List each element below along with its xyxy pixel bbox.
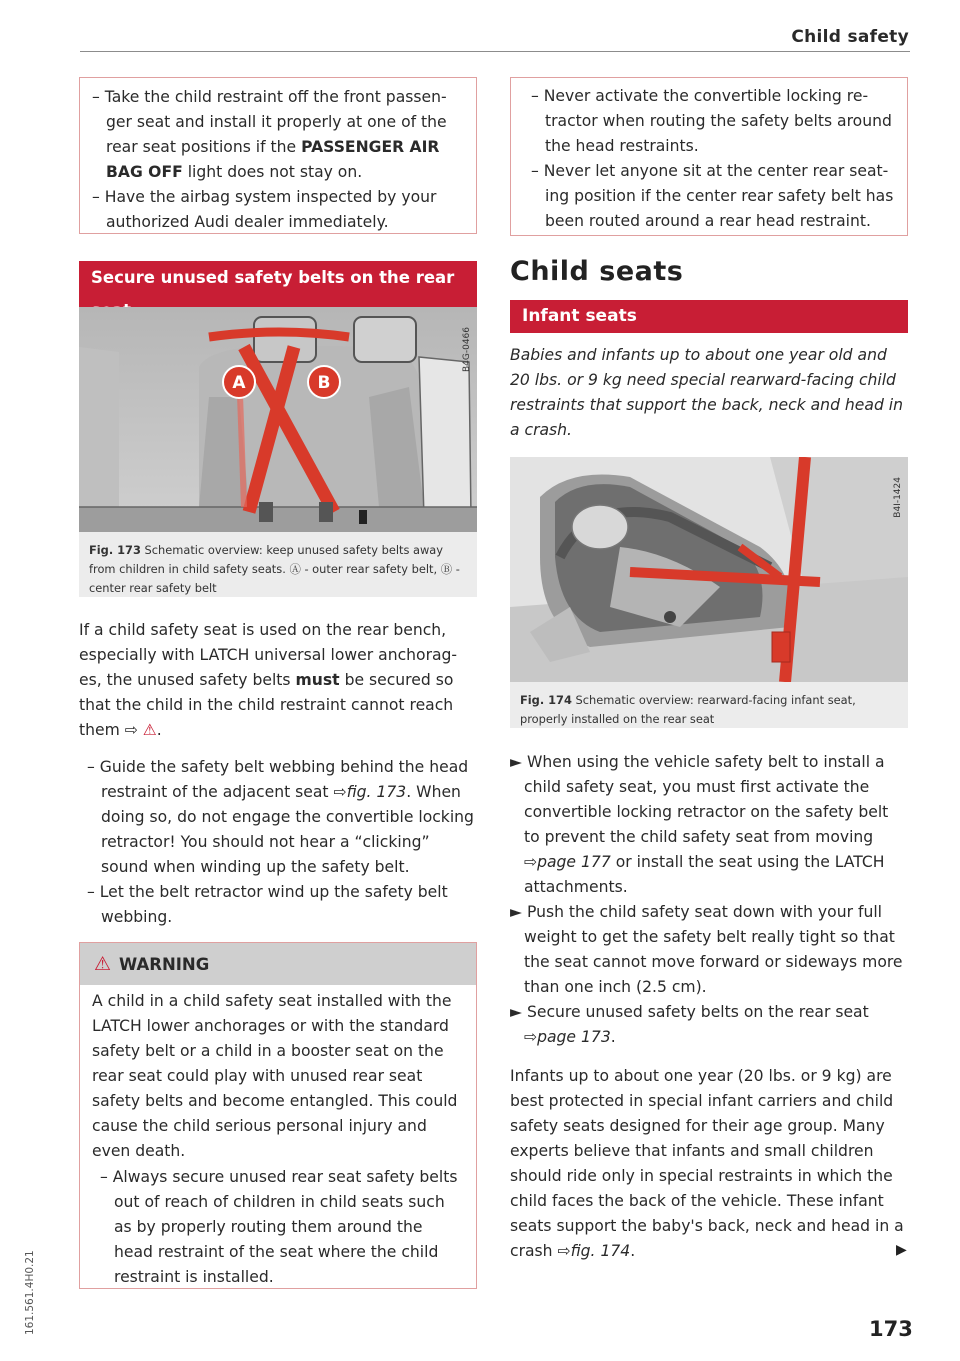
dash1-text: – Guide the safety belt webbing behind the head restraint of the adjacent seat ⇨: [87, 758, 469, 801]
figure-173-caption: [79, 532, 477, 597]
side-code-text: 161.561.4H0.21: [24, 1250, 36, 1335]
section-title-infant-seats: Infant seats: [510, 300, 908, 333]
right-body-paragraph: [510, 1064, 908, 1264]
fig173-code: B4G-0466: [462, 327, 472, 373]
figure-174: [510, 457, 908, 682]
left-box-line-5: – Have the airbag system inspected by your: [92, 188, 437, 206]
bullet-activate-retractor: [510, 750, 908, 900]
infants-para-end: .: [630, 1242, 636, 1260]
infant-intro-text: Babies and infants up to about one year old and 20 lbs. or 9 kg need special rearward-facing child restraints that support the back, neck and head in a crash.: [510, 346, 904, 439]
section-title-secure-belts: Secure unused safety belts on the rear: [79, 261, 477, 327]
fig174-code: B4I-1424: [893, 477, 903, 518]
left-dash-list: [79, 755, 477, 930]
left-box-line-6: authorized Audi dealer immediately.: [106, 213, 389, 231]
bullet-push-seat: ► Push the child safety seat down with your full weight to get the safety belt really tight so that the seat cannot move forward or sideways more than one inch (2.5 cm).: [510, 903, 903, 996]
link-page-173[interactable]: page 173: [537, 1028, 611, 1046]
bullet-secure-unused: [510, 1000, 908, 1050]
link-fig-174[interactable]: fig. 174: [570, 1242, 631, 1260]
infants-paragraph: [510, 1064, 908, 1264]
warning-header: [80, 943, 476, 985]
right-box-item-2: – Never let anyone sit at the center rear seat-ing position if the center rear safety belt has been routed around a rear head restraint.: [531, 162, 894, 230]
heading-child-seats: Child seats: [510, 256, 684, 287]
dash1-text-end: . When doing so, do not engage the convertible locking retractor! You should not hear a “clicking” sound when winding up the safety belt.: [101, 783, 474, 876]
infant-intro: [510, 343, 908, 443]
link-page-177[interactable]: page 177: [537, 853, 611, 871]
right-bullet-list: [510, 750, 908, 1050]
link-fig-173[interactable]: fig. 173: [346, 783, 407, 801]
continue-arrow-icon: ▶: [896, 1242, 907, 1258]
passenger-airbag-off-label: PASSENGER AIR BAG OFF: [106, 138, 440, 181]
para1-must: must: [295, 671, 340, 689]
para1-text: If a child safety seat is used on the rear bench, especially with LATCH universal lower anchorag-es, the unused safety belts: [79, 621, 458, 689]
bullet1-text-end: or install the seat using the LATCH attachments.: [524, 853, 885, 896]
bullet3-text: ► Secure unused safety belts on the rear seat ⇨: [510, 1003, 869, 1046]
right-continuation-box: [510, 77, 908, 236]
warning-dash: – Always secure unused rear seat safety belts out of reach of children in child seats such as by properly routing them around the head restraint of the seat where the child restraint is installed.: [100, 1168, 458, 1286]
running-header-title: Child safety: [791, 27, 909, 47]
dash-let-retractor: – Let the belt retractor wind up the safety belt webbing.: [87, 883, 448, 926]
warning-triangle-icon: ⚠: [94, 953, 112, 975]
right-box-item-1: – Never activate the convertible locking re-tractor when routing the safety belts around the head restraints.: [531, 87, 892, 155]
left-box-item-2: [92, 185, 466, 235]
rear-seat-belts-illustration: [79, 307, 477, 532]
bullet1-text: ► When using the vehicle safety belt to install a child safety seat, you must first activate the convertible locking retractor on the safety belt to prevent the child safety seat from moving ⇨: [510, 753, 889, 871]
left-box-line-4: light does not stay on.: [182, 163, 363, 181]
warning-title: WARNING: [119, 955, 210, 974]
left-continuation-box: [79, 77, 477, 234]
infants-para-text: Infants up to about one year (20 lbs. or 9 kg) are best protected in special infant carriers and child safety seats designed for their age group. Many experts believe that infants and small children should ride only in special restraints in which the child faces the back of the vehicle. These infant seats support the baby's back, neck and head in a crash ⇨: [510, 1067, 904, 1260]
label-b: B: [317, 373, 331, 393]
left-box-line-2: ger seat and install it properly at one of the: [106, 113, 447, 131]
para1-end: be secured so that the child in the child restraint cannot reach them ⇨: [79, 671, 454, 739]
left-box-line-1: – Take the child restraint off the front passen-: [92, 88, 447, 106]
warning-box: [79, 942, 477, 1289]
bullet3-text-end: .: [610, 1028, 616, 1046]
left-box-item-1: [92, 85, 466, 185]
header-rule: [80, 51, 910, 52]
caption-174-number: Fig. 174: [520, 693, 572, 707]
label-a: A: [232, 373, 246, 393]
left-body-paragraph: [79, 618, 477, 743]
caption-174-text: Schematic overview: rearward-facing infant seat, properly installed on the rear seat: [520, 693, 856, 726]
side-code: [24, 1185, 36, 1335]
figure-174-caption: [510, 682, 908, 728]
caption-173-text: Schematic overview: keep unused safety belts away from children in child safety seats. Ⓐ - outer rear safety belt, Ⓑ - center rear safety belt: [89, 543, 460, 595]
warning-body: [80, 985, 476, 1290]
left-box-line-3: rear seat positions if the: [106, 138, 302, 156]
caption-173-number: Fig. 173: [89, 543, 141, 557]
para1: If a child safety seat is used on the rear bench, especially with LATCH universal lower anchorag-es, the unused safety belts must be secured so that the child in the child restraint cannot reach them ⇨ ⚠.: [79, 621, 458, 739]
page-number: 173: [869, 1317, 913, 1341]
infant-seat-illustration: [510, 457, 908, 682]
warning-text: A child in a child safety seat installed with the LATCH lower anchorages or with the standard safety belt or a child in a booster seat on the rear seat could play with unused rear seat safety belts and become entangled. This could cause the child serious personal injury and even death.: [92, 992, 458, 1160]
warning-ref-icon[interactable]: ⚠: [142, 721, 157, 739]
figure-173: [79, 307, 477, 532]
dash-guide-belt: [79, 755, 477, 880]
